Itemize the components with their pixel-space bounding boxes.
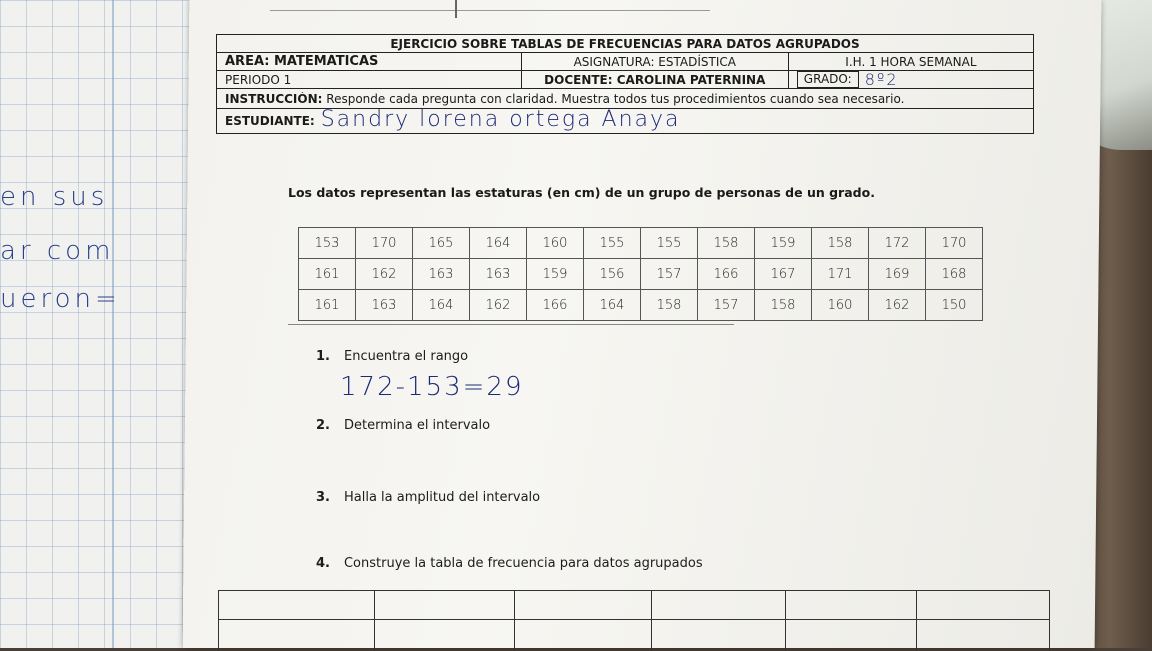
question-4 [316, 556, 703, 571]
instruction-text: Responde cada pregunta con claridad. Muestra todos tus procedimientos cuando sea necesario. [326, 91, 905, 106]
question-1 [316, 349, 468, 364]
asignatura-text: ASIGNATURA: ESTADÍSTICA [573, 54, 736, 69]
table-cell: 150 [926, 290, 983, 321]
table-cell: 162 [869, 290, 926, 321]
header-periodo-row [217, 71, 1033, 89]
table-cell: 156 [584, 259, 641, 290]
table-cell: 170 [926, 228, 983, 259]
frequency-table-column [785, 591, 786, 651]
question-2 [316, 418, 490, 433]
frequency-table-blank [218, 590, 1050, 651]
header-instruction-row [217, 89, 1033, 109]
table-cell: 164 [413, 290, 470, 321]
heights-table [298, 227, 983, 321]
table-cell: 163 [413, 259, 470, 290]
question-text: Encuentra el rango [343, 349, 469, 364]
answer-1-handwritten: 172-153=29 [340, 372, 524, 402]
table-cell: 164 [584, 290, 641, 321]
question-text: Determina el intervalo [343, 418, 491, 433]
frequency-table-column [514, 591, 515, 651]
table-cell: 153 [299, 228, 356, 259]
instruction [217, 92, 912, 106]
worksheet-title: EJERCICIO SOBRE TABLAS DE FRECUENCIAS PARA DATOS AGRUPADOS [390, 36, 860, 51]
table-row [299, 290, 983, 321]
table-cell: 161 [299, 259, 356, 290]
data-description: Los datos representan las estaturas (en cm) de un grupo de personas de un grado. [288, 185, 875, 200]
frequency-table-column [374, 591, 375, 651]
table-cell: 158 [641, 290, 698, 321]
table-underline [288, 324, 734, 325]
table-cell: 166 [527, 290, 584, 321]
instruction-label: INSTRUCCIÓN: [225, 91, 323, 106]
ih-text: I.H. 1 HORA SEMANAL [845, 54, 977, 69]
student-label: ESTUDIANTE: [225, 114, 315, 128]
table-cell: 158 [755, 290, 812, 321]
question-number: 4. [316, 556, 330, 571]
table-cell: 171 [812, 259, 869, 290]
header-area-row [217, 53, 1033, 71]
question-text: Halla la amplitud del intervalo [343, 490, 541, 505]
grado-value: 8º2 [864, 70, 899, 89]
notebook-background [0, 0, 200, 648]
question-number: 3. [316, 490, 330, 505]
table-cell: 165 [413, 228, 470, 259]
table-cell: 162 [470, 290, 527, 321]
docente-text: DOCENTE: CAROLINA PATERNINA [544, 72, 766, 87]
table-cell: 158 [698, 228, 755, 259]
table-cell: 160 [812, 290, 869, 321]
notebook-handwriting-line: ueron= [0, 284, 121, 314]
notebook-handwriting-line: ar com [0, 236, 115, 266]
table-row [299, 228, 983, 259]
table-cell: 157 [698, 290, 755, 321]
frequency-table-column [916, 591, 917, 651]
notebook-margin-line [112, 0, 114, 648]
table-cell: 155 [641, 228, 698, 259]
table-cell: 161 [299, 290, 356, 321]
table-cell: 170 [356, 228, 413, 259]
table-cell: 157 [641, 259, 698, 290]
table-cell: 168 [926, 259, 983, 290]
question-number: 2. [316, 418, 330, 433]
table-cell: 155 [584, 228, 641, 259]
frequency-table-column [651, 591, 652, 651]
table-cell: 169 [869, 259, 926, 290]
docente-label [521, 71, 789, 88]
area-label: ÁREA: MATEMÁTICAS [225, 54, 379, 69]
notebook-handwriting-line: en sus [0, 182, 109, 212]
periodo-label: PERIODO 1 [225, 72, 292, 87]
table-cell: 158 [812, 228, 869, 259]
table-cell: 167 [755, 259, 812, 290]
intensidad-horaria-label [789, 55, 1033, 69]
question-number: 1. [316, 349, 330, 364]
worksheet-header [216, 34, 1034, 134]
table-cell: 162 [356, 259, 413, 290]
frequency-table-rule [219, 619, 1049, 620]
header-student-row [217, 109, 1033, 133]
header-title-row [217, 35, 1033, 53]
question-3 [316, 490, 540, 505]
asignatura-label [521, 53, 789, 70]
student-field [217, 109, 689, 134]
top-margin-line [270, 0, 710, 11]
table-cell: 164 [470, 228, 527, 259]
grado-field [789, 70, 1033, 89]
top-tick-mark [455, 0, 457, 18]
table-cell: 159 [527, 259, 584, 290]
table-cell: 160 [527, 228, 584, 259]
student-name: Sandry lorena ortega Anaya [320, 108, 681, 132]
question-text: Construye la tabla de frecuencia para datos agrupados [343, 556, 703, 571]
grado-label: GRADO: [797, 71, 859, 88]
table-cell: 163 [470, 259, 527, 290]
table-row [299, 259, 983, 290]
table-cell: 166 [698, 259, 755, 290]
table-cell: 163 [356, 290, 413, 321]
table-cell: 159 [755, 228, 812, 259]
table-cell: 172 [869, 228, 926, 259]
